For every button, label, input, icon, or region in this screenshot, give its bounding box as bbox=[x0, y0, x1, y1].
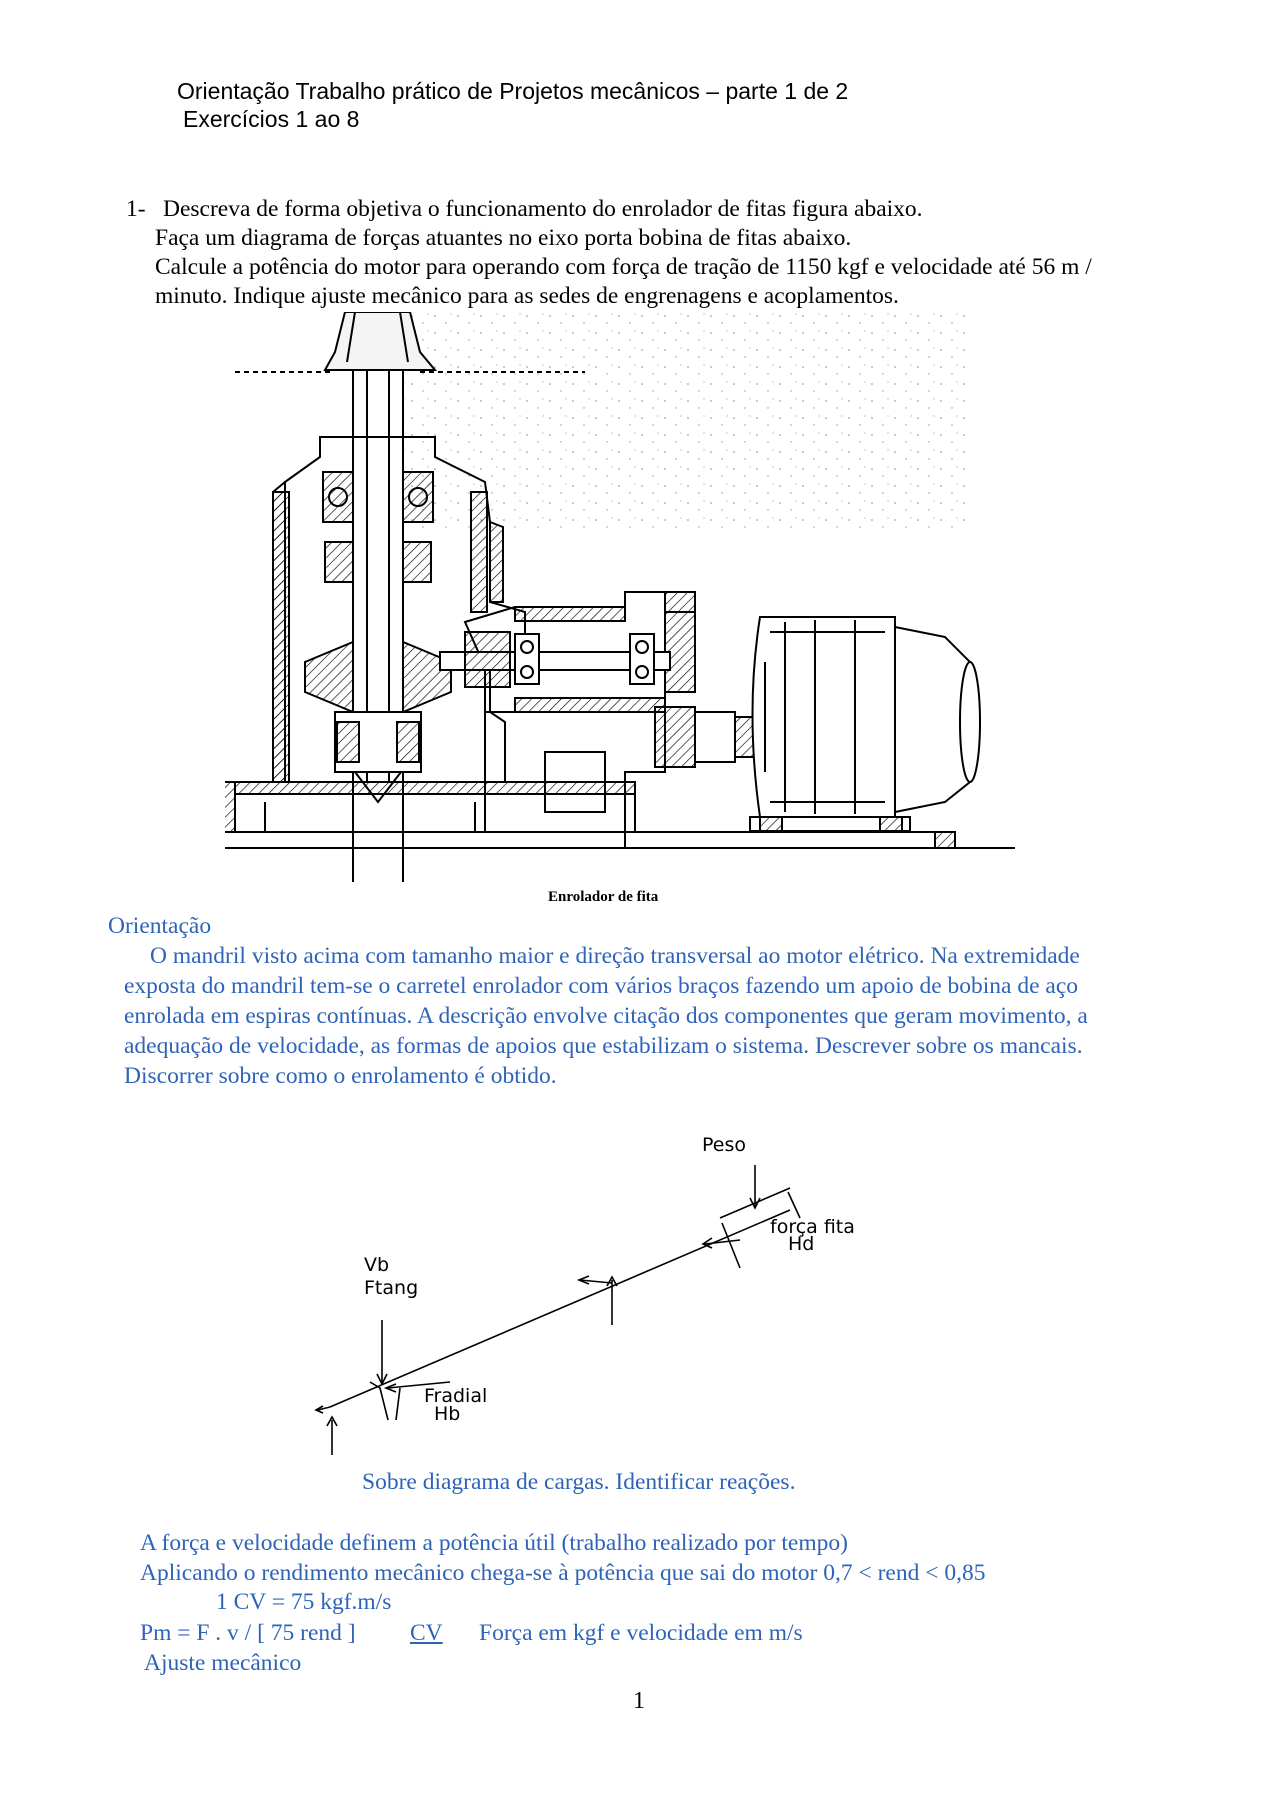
hb-label: Hb bbox=[434, 1403, 461, 1425]
header-title: Orientação Trabalho prático de Projetos mecânicos – parte 1 de 2 bbox=[177, 78, 849, 104]
diagram-caption: Sobre diagrama de cargas. Identificar reações. bbox=[362, 1469, 796, 1495]
page-number: 1 bbox=[633, 1688, 645, 1714]
orientation-line-2: exposta do mandril tem-se o carretel enrolador com vários braços fazendo um apoio de bobina de aço bbox=[124, 973, 1078, 999]
question-line-2: Faça um diagrama de forças atuantes no eixo porta bobina de fitas abaixo. bbox=[155, 225, 852, 251]
figure-caption: Enrolador de fita bbox=[548, 889, 659, 905]
power-line-3: 1 CV = 75 kgf.m/s bbox=[216, 1589, 392, 1615]
power-line-2: Aplicando o rendimento mecânico chega-se à potência que sai do motor 0,7 < rend < 0,85 bbox=[140, 1560, 986, 1586]
power-note: Força em kgf e velocidade em m/s bbox=[479, 1620, 803, 1646]
hd-label: Hd bbox=[788, 1233, 815, 1255]
peso-label: Peso bbox=[702, 1134, 746, 1156]
orientation-line-1: O mandril visto acima com tamanho maior e direção transversal ao motor elétrico. Na extremidade bbox=[150, 943, 1080, 969]
vb-label: Vb bbox=[364, 1254, 390, 1276]
question-number: 1- bbox=[126, 196, 146, 222]
orientation-line-4: adequação de velocidade, as formas de apoios que estabilizam o sistema. Descrever sobre os mancais. bbox=[124, 1033, 1083, 1059]
orientation-line-5: Discorrer sobre como o enrolamento é obtido. bbox=[124, 1063, 557, 1089]
orientation-title: Orientação bbox=[108, 913, 212, 939]
forca-fita-label: força fita bbox=[770, 1216, 855, 1238]
ftang-label: Ftang bbox=[364, 1277, 419, 1299]
question-line-1: Descreva de forma objetiva o funcionamento do enrolador de fitas figura abaixo. bbox=[163, 196, 923, 222]
power-formula: Pm = F . v / [ 75 rend ] bbox=[140, 1620, 356, 1646]
power-line-5: Ajuste mecânico bbox=[144, 1650, 302, 1676]
header-subtitle: Exercícios 1 ao 8 bbox=[183, 106, 360, 132]
hd-arrow bbox=[705, 1240, 740, 1244]
shaft-line bbox=[330, 1210, 790, 1407]
force-diagram bbox=[300, 1120, 920, 1460]
orientation-line-3: enrolada em espiras contínuas. A descrição envolve citação dos componentes que geram movimento, a bbox=[124, 1003, 1088, 1029]
question-line-3: Calcule a potência do motor para operando com força de tração de 1150 kgf e velocidade até 56 m / bbox=[155, 254, 1092, 280]
power-unit: CV bbox=[410, 1620, 443, 1646]
question-line-4: minuto. Indique ajuste mecânico para as sedes de engrenagens e acoplamentos. bbox=[155, 283, 899, 309]
power-line-1: A força e velocidade definem a potência útil (trabalho realizado por tempo) bbox=[140, 1530, 848, 1556]
winder-drawing bbox=[225, 312, 1025, 882]
fradial-label: Fradial bbox=[424, 1385, 488, 1407]
